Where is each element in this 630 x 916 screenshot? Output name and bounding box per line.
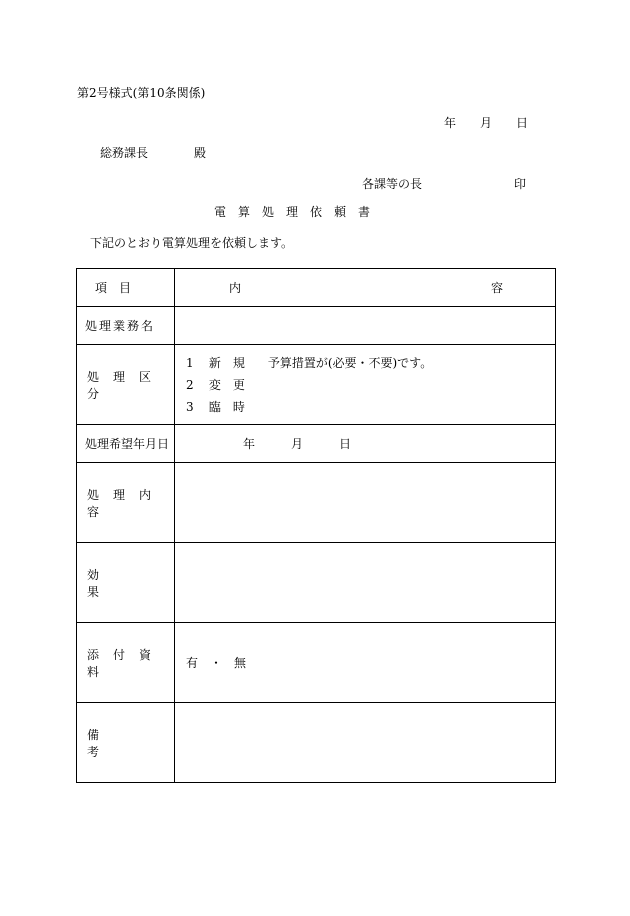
header-item-label: 項 目: [95, 281, 132, 295]
task-name-label-cell: [77, 307, 175, 345]
task-name-row: [77, 307, 556, 345]
category-row: [77, 345, 556, 425]
intro-text: 下記のとおり電算処理を依頼します。: [90, 236, 294, 250]
attachments-label-cell: [77, 623, 175, 703]
category-options-cell: [175, 345, 556, 425]
attachments-value: 有 ・ 無: [186, 656, 247, 670]
desired-year: 年: [243, 437, 256, 451]
seal-mark: 印: [514, 177, 527, 191]
header-content-cell: [175, 269, 556, 307]
content-label: 処理内容: [87, 487, 166, 519]
content-row: [77, 463, 556, 543]
category-option[interactable]: 3 臨 時: [186, 399, 245, 414]
attachments-row: [77, 623, 556, 703]
desired-date-row: [77, 425, 556, 463]
category-label-cell: [77, 345, 175, 425]
task-name-field[interactable]: [175, 307, 556, 345]
desired-date-label: 処理希望年月日: [85, 437, 170, 451]
desired-date-label-cell: [77, 425, 175, 463]
category-option[interactable]: 1 新 規 予算措置が(必要・不要)です。: [186, 355, 433, 370]
effect-field[interactable]: [175, 543, 556, 623]
header-content-right: 容: [491, 281, 504, 295]
effect-row: [77, 543, 556, 623]
content-field[interactable]: [175, 463, 556, 543]
date-month: 月: [480, 116, 493, 130]
category-label: 処理区分: [87, 369, 166, 401]
date-day: 日: [516, 116, 529, 130]
header-content-left: 内: [229, 281, 242, 295]
header-row: [77, 269, 556, 307]
task-name-label: 処理業務名: [85, 319, 156, 333]
addressee-title: 総務課長: [100, 146, 149, 160]
remarks-row: [77, 703, 556, 783]
attachments-label: 添付資料: [87, 647, 166, 679]
date-year: 年: [444, 116, 457, 130]
addressee-honorific: 殿: [194, 146, 207, 160]
desired-date-field[interactable]: [175, 425, 556, 463]
document-title: 電 算 処 理 依 頼 書: [214, 205, 371, 219]
desired-day: 日: [339, 437, 352, 451]
desired-month: 月: [291, 437, 304, 451]
form-number: 第2号様式(第10条関係): [77, 86, 206, 100]
header-item-cell: [77, 269, 175, 307]
applicant-title: 各課等の長: [362, 177, 423, 191]
category-option[interactable]: 2 変 更: [186, 377, 245, 392]
remarks-label: 備考: [87, 727, 160, 759]
effect-label-cell: [77, 543, 175, 623]
request-table: [76, 268, 556, 783]
remarks-field[interactable]: [175, 703, 556, 783]
effect-label: 効果: [87, 567, 160, 599]
budget-note: 予算措置が(必要・不要)です。: [267, 355, 433, 370]
content-label-cell: [77, 463, 175, 543]
remarks-label-cell: [77, 703, 175, 783]
attachments-field[interactable]: [175, 623, 556, 703]
